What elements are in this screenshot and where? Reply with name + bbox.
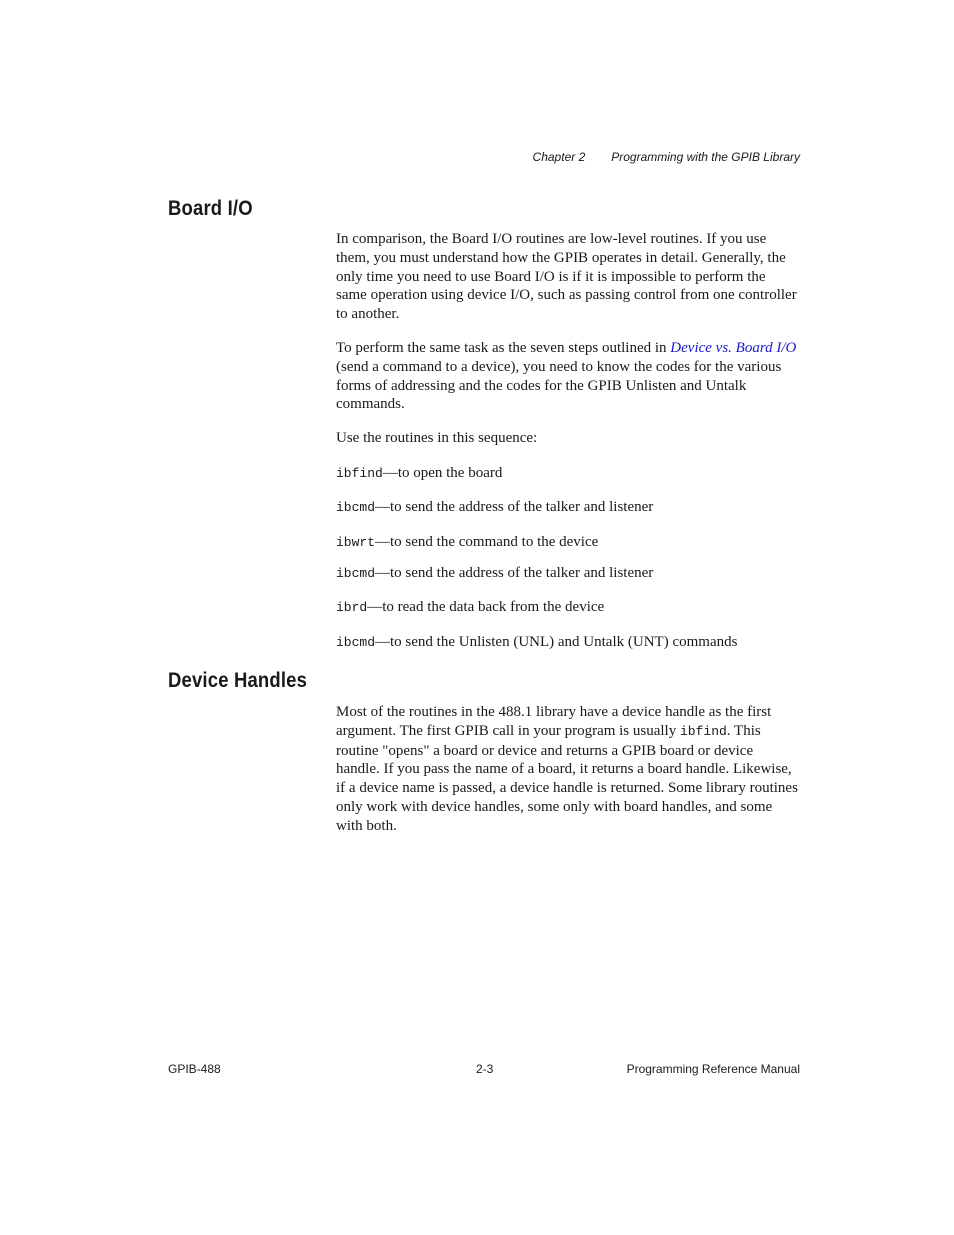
- sequence-step-6: [336, 633, 737, 653]
- device-vs-board-io-link[interactable]: Device vs. Board I/O: [670, 339, 797, 356]
- board-io-paragraph-3: Use the routines in this sequence:: [336, 430, 538, 447]
- step-6-code: ibcmd: [336, 635, 376, 650]
- device-handles-text-after: . This routine "opens" a board or device and returns a GPIB board or device handle. If you pass the name of a board, it returns a board handle. Likewise, if a device name is passed, a device handle is returned. Some library routines only work with device handles, some only with board handles, and some with both.: [336, 722, 798, 834]
- sequence-step-1: [336, 464, 502, 484]
- device-handles-text-before: Most of the routines in the 488.1 library have a device handle as the first argument. The first GPIB call in your program is usually: [336, 704, 772, 739]
- device-handles-body: [336, 703, 800, 851]
- device-handles-paragraph: [336, 703, 800, 836]
- sequence-step-5: [336, 598, 604, 618]
- paragraph-2-text-before: To perform the same task as the seven steps outlined in: [336, 339, 671, 356]
- step-1-text: —to open the board: [382, 465, 503, 481]
- step-6-text: —to send the Unlisten (UNL) and Untalk (UNT) commands: [375, 634, 738, 650]
- step-4-code: ibcmd: [336, 566, 376, 581]
- ibfind-code: ibfind: [679, 723, 727, 739]
- step-5-text: —to read the data back from the device: [367, 599, 605, 615]
- board-io-body: [336, 230, 800, 463]
- running-header: [533, 150, 800, 164]
- step-1-code: ibfind: [336, 466, 383, 481]
- sequence-step-3: [336, 533, 598, 553]
- step-2-text: —to send the address of the talker and listener: [375, 499, 654, 515]
- sequence-step-4: [336, 564, 653, 584]
- sequence-step-2: [336, 498, 653, 518]
- board-io-paragraph-2: [336, 339, 800, 414]
- paragraph-2-text-after: (send a command to a device), you need to know the codes for the various forms of addressing and the codes for the GPIB Unlisten and Untalk commands.: [336, 358, 782, 413]
- footer-manual-title: Programming Reference Manual: [626, 1062, 800, 1076]
- header-title: Programming with the GPIB Library: [611, 150, 800, 164]
- board-io-paragraph-1: In comparison, the Board I/O routines are low-level routines. If you use them, you must understand how the GPIB operates in detail. Generally, the only time you need to use Board I/O is if it is impossible to perform the same operation using device I/O, such as passing control from one controller to another.: [336, 231, 797, 323]
- step-3-code: ibwrt: [336, 535, 376, 550]
- page-number: 2-3: [476, 1062, 494, 1076]
- step-5-code: ibrd: [336, 600, 368, 615]
- footer-product: GPIB-488: [168, 1062, 221, 1076]
- step-2-code: ibcmd: [336, 500, 376, 515]
- step-3-text: —to send the command to the device: [375, 534, 599, 550]
- device-handles-heading: Device Handles: [168, 669, 308, 692]
- header-chapter: Chapter 2: [532, 150, 586, 164]
- step-4-text: —to send the address of the talker and listener: [375, 565, 654, 581]
- board-io-heading: Board I/O: [168, 197, 253, 220]
